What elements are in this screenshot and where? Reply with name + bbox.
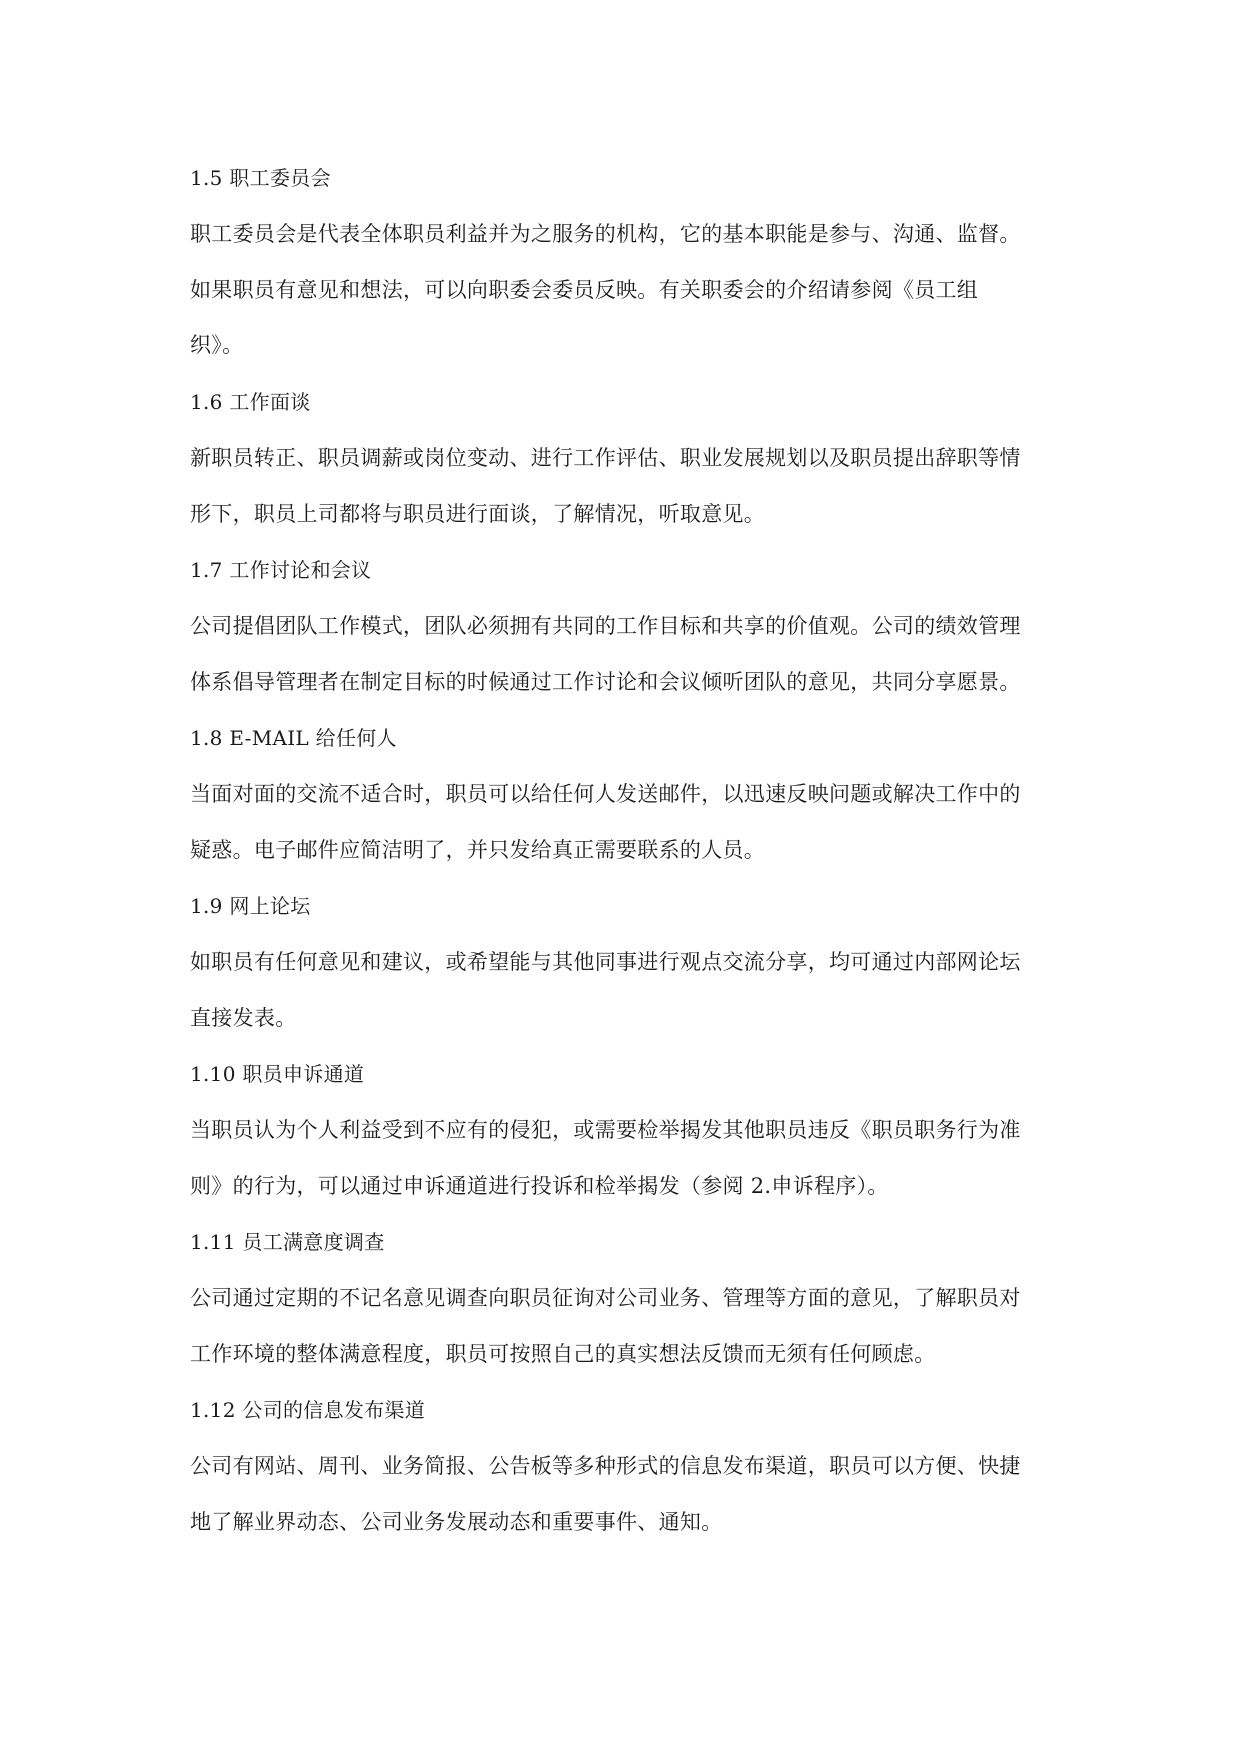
paragraph-line: 直接发表。 — [190, 1006, 297, 1030]
paragraph-line: 如职员有任何意见和建议，或希望能与其他同事进行观点交流分享，均可通过内部网论坛 — [190, 950, 1021, 974]
paragraph-line: 织》。 — [190, 333, 244, 357]
paragraph-line: 当面对面的交流不适合时，职员可以给任何人发送邮件，以迅速反映问题或解决工作中的 — [190, 782, 1021, 806]
paragraph-line: 体系倡导管理者在制定目标的时候通过工作讨论和会议倾听团队的意见，共同分享愿景。 — [190, 670, 1021, 694]
paragraph-line: 形下，职员上司都将与职员进行面谈，了解情况，听取意见。 — [190, 502, 766, 526]
section-heading: 1.6 工作面谈 — [190, 390, 311, 414]
section-heading: 1.12 公司的信息发布渠道 — [190, 1398, 426, 1422]
paragraph-line: 职工委员会是代表全体职员利益并为之服务的机构，它的基本职能是参与、沟通、监督。 — [190, 222, 1021, 246]
paragraph-line: 如果职员有意见和想法，可以向职委会委员反映。有关职委会的介绍请参阅《员工组 — [190, 278, 979, 302]
paragraph-line: 公司通过定期的不记名意见调查向职员征询对公司业务、管理等方面的意见，了解职员对 — [190, 1286, 1021, 1310]
section-heading: 1.5 职工委员会 — [190, 166, 331, 190]
section-heading: 1.10 职员申诉通道 — [190, 1062, 365, 1086]
section-heading: 1.7 工作讨论和会议 — [190, 558, 372, 582]
paragraph-line: 工作环境的整体满意程度，职员可按照自己的真实想法反馈而无须有任何顾虑。 — [190, 1342, 936, 1366]
paragraph-line: 当职员认为个人利益受到不应有的侵犯，或需要检举揭发其他职员违反《职员职务行为准 — [190, 1118, 1021, 1142]
paragraph-line: 疑惑。电子邮件应简洁明了，并只发给真正需要联系的人员。 — [190, 838, 766, 862]
section-heading: 1.9 网上论坛 — [190, 894, 311, 918]
paragraph-line: 则》的行为，可以通过申诉通道进行投诉和检举揭发（参阅 2.申诉程序）。 — [190, 1174, 889, 1198]
section-heading: 1.11 员工满意度调查 — [190, 1230, 385, 1254]
paragraph-line: 公司有网站、周刊、业务简报、公告板等多种形式的信息发布渠道，职员可以方便、快捷 — [190, 1454, 1021, 1478]
paragraph-line: 地了解业界动态、公司业务发展动态和重要事件、通知。 — [190, 1510, 723, 1534]
paragraph-line: 公司提倡团队工作模式，团队必须拥有共同的工作目标和共享的价值观。公司的绩效管理 — [190, 614, 1021, 638]
section-heading: 1.8 E-MAIL 给任何人 — [190, 726, 397, 750]
paragraph-line: 新职员转正、职员调薪或岗位变动、进行工作评估、职业发展规划以及职员提出辞职等情 — [190, 446, 1021, 470]
